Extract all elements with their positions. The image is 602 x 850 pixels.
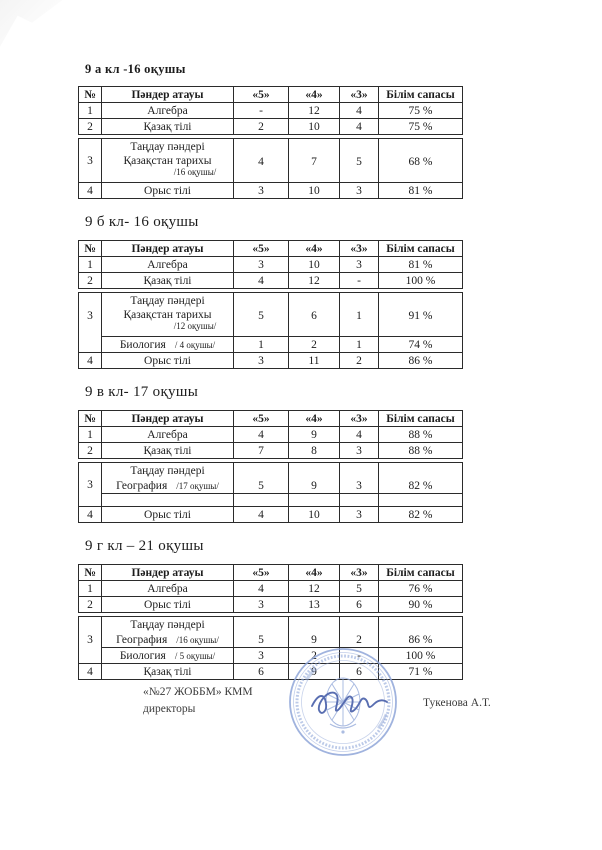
cell-empty [289,139,340,155]
table-header-row [79,411,463,427]
class-report-section [78,384,464,523]
cell-grade5: 4 [234,427,289,443]
cell-empty [340,463,379,479]
column-header: «5» [234,241,289,257]
cell-quality: 82 % [379,507,463,523]
student-count-note: /16 оқушы/ [173,167,217,177]
cell-empty [289,293,340,309]
cell-subject: Алгебра [102,427,234,443]
cell-empty [340,494,379,507]
elective-row [79,648,463,664]
cell-quality: 68 % [379,154,463,183]
column-header: «5» [234,411,289,427]
cell-number: 1 [79,581,102,597]
cell-grade5: 2 [234,119,289,135]
column-header: Пәндер атауы [102,87,234,103]
column-header: Пәндер атауы [102,411,234,427]
cell-grade3: 3 [340,443,379,459]
cell-grade5: 5 [234,632,289,648]
cell-grade3: 2 [340,632,379,648]
cell-number: 3 [79,617,102,664]
cell-grade4: 12 [289,273,340,289]
table-header-row [79,565,463,581]
cell-number: 2 [79,443,102,459]
column-header: «4» [289,565,340,581]
cell-subject [102,632,234,648]
cell-grade3: 2 [340,353,379,369]
cell-grade4: 9 [289,478,340,494]
column-header: Білім сапасы [379,565,463,581]
cell-empty [102,494,234,507]
cell-grade3: 3 [340,183,379,199]
student-count-note: / 5 оқушы/ [165,650,216,661]
cell-empty [340,617,379,633]
cell-subject: Алгебра [102,257,234,273]
cell-grade4: 7 [289,154,340,183]
cell-subject: Орыс тілі [102,507,234,523]
cell-number: 2 [79,597,102,613]
cell-number: 2 [79,119,102,135]
cell-subject: Орыс тілі [102,183,234,199]
director-name: Тукенова А.Т. [423,697,491,709]
cell-subject: Алгебра [102,103,234,119]
cell-quality: 76 % [379,581,463,597]
spacer-row [79,494,463,507]
cell-grade5: 3 [234,257,289,273]
cell-grade3: 5 [340,581,379,597]
cell-grade3: 6 [340,597,379,613]
elective-row [79,308,463,337]
subject-name: Биология [119,649,166,662]
table-row [79,581,463,597]
cell-grade3: 1 [340,308,379,337]
class-report-section [78,214,464,369]
cell-subject [102,308,234,337]
cell-quality: 81 % [379,257,463,273]
organization-role: директоры [143,703,196,715]
elective-row [79,632,463,648]
cell-grade5: 3 [234,353,289,369]
grades-table [78,138,463,199]
elective-row [79,478,463,494]
report-sections [78,62,464,695]
column-header: Білім сапасы [379,87,463,103]
elective-header-row [79,617,463,633]
cell-grade3: 6 [340,664,379,680]
cell-grade5: 4 [234,507,289,523]
cell-grade4: 9 [289,427,340,443]
cell-grade4: 12 [289,103,340,119]
elective-header-row [79,139,463,155]
cell-empty [379,463,463,479]
cell-empty [379,139,463,155]
column-header: «4» [289,411,340,427]
cell-empty [289,617,340,633]
cell-empty [234,617,289,633]
cell-grade5: 4 [234,581,289,597]
cell-grade3: 3 [340,257,379,273]
column-header: «3» [340,87,379,103]
cell-grade3: 4 [340,427,379,443]
cell-number: 2 [79,273,102,289]
student-count-note: /16 оқушы/ [167,634,219,645]
column-header: Пәндер атауы [102,565,234,581]
cell-grade3: 4 [340,119,379,135]
column-header: Пәндер атауы [102,241,234,257]
cell-grade4: 13 [289,597,340,613]
cell-quality: 86 % [379,353,463,369]
cell-grade5: 3 [234,183,289,199]
elective-label: Таңдау пәндері [102,617,234,633]
table-row [79,664,463,680]
cell-subject: Орыс тілі [102,353,234,369]
column-header: «3» [340,241,379,257]
cell-grade4: 10 [289,507,340,523]
cell-grade4: 9 [289,664,340,680]
column-header: Білім сапасы [379,411,463,427]
organization-name: «№27 ЖОББМ» КММ [143,686,253,698]
cell-quality: 90 % [379,597,463,613]
column-header: № [79,411,102,427]
table-row [79,427,463,443]
cell-quality: 75 % [379,119,463,135]
column-header: Білім сапасы [379,241,463,257]
cell-grade5: 5 [234,478,289,494]
organization-block [143,684,253,718]
cell-quality: 88 % [379,427,463,443]
cell-empty [234,494,289,507]
grades-table [78,86,463,135]
elective-row [79,154,463,183]
cell-subject: Алгебра [102,581,234,597]
cell-grade3: 3 [340,478,379,494]
cell-grade5: 6 [234,664,289,680]
cell-grade4: 10 [289,257,340,273]
cell-number: 4 [79,507,102,523]
cell-empty [289,494,340,507]
table-row [79,103,463,119]
cell-quality: 71 % [379,664,463,680]
cell-empty [289,463,340,479]
cell-grade5: - [234,103,289,119]
cell-quality: 74 % [379,337,463,353]
cell-grade4: 2 [289,337,340,353]
student-count-note: /17 оқушы/ [167,480,219,491]
column-header: «5» [234,565,289,581]
scan-corner-artifact [0,0,80,60]
subject-name: Биология [119,338,166,351]
elective-label: Таңдау пәндері [102,293,234,309]
cell-subject [102,337,234,353]
cell-grade5: 5 [234,308,289,337]
subject-name: География [116,633,168,646]
table-row [79,353,463,369]
subject-name: География [116,479,168,492]
table-row [79,273,463,289]
cell-empty [234,463,289,479]
cell-grade4: 6 [289,308,340,337]
section-title: 9 а кл -16 оқушы [85,62,186,76]
column-header: «3» [340,565,379,581]
cell-grade4: 10 [289,183,340,199]
table-row [79,597,463,613]
cell-empty [340,293,379,309]
cell-subject: Қазақ тілі [102,443,234,459]
cell-grade5: 1 [234,337,289,353]
cell-subject: Қазақ тілі [102,119,234,135]
elective-label: Таңдау пәндері [102,463,234,479]
table-row [79,257,463,273]
grades-table [78,616,463,680]
cell-grade4: 8 [289,443,340,459]
cell-number: 4 [79,183,102,199]
column-header: № [79,241,102,257]
grades-table [78,292,463,369]
cell-number: 1 [79,427,102,443]
cell-quality: 100 % [379,648,463,664]
cell-subject [102,648,234,664]
subject-name: Қазақстан тарихы [123,309,212,321]
table-header-row [79,241,463,257]
cell-quality: 82 % [379,478,463,494]
section-title: 9 б кл- 16 оқушы [85,214,199,230]
cell-number: 1 [79,257,102,273]
column-header: «5» [234,87,289,103]
elective-row [79,337,463,353]
column-header: № [79,87,102,103]
cell-subject [102,154,234,183]
cell-grade4: 10 [289,119,340,135]
cell-quality: 100 % [379,273,463,289]
section-title: 9 в кл- 17 оқушы [85,384,199,400]
cell-subject: Қазақ тілі [102,664,234,680]
cell-number: 4 [79,353,102,369]
column-header: «4» [289,87,340,103]
cell-subject: Қазақ тілі [102,273,234,289]
column-header: «4» [289,241,340,257]
cell-quality: 81 % [379,183,463,199]
signature-icon [312,693,387,713]
cell-quality: 88 % [379,443,463,459]
grades-table [78,462,463,523]
cell-subject [102,478,234,494]
table-row [79,443,463,459]
cell-subject: Орыс тілі [102,597,234,613]
table-row [79,183,463,199]
section-title: 9 г кл – 21 оқушы [85,538,204,554]
column-header: № [79,565,102,581]
cell-empty [234,293,289,309]
grades-table [78,564,463,613]
official-stamp [286,644,400,760]
cell-number: 4 [79,664,102,680]
cell-number: 3 [79,293,102,353]
cell-grade3: 4 [340,103,379,119]
elective-header-row [79,463,463,479]
cell-grade3: 3 [340,507,379,523]
cell-grade4: 9 [289,632,340,648]
round-seal-icon [286,644,400,760]
cell-empty [234,139,289,155]
cell-empty [379,494,463,507]
cell-grade5: 3 [234,648,289,664]
cell-grade3: 1 [340,337,379,353]
cell-grade4: 2 [289,648,340,664]
cell-quality: 75 % [379,103,463,119]
table-row [79,507,463,523]
cell-grade5: 4 [234,154,289,183]
table-row [79,119,463,135]
cell-grade4: 12 [289,581,340,597]
cell-quality: 91 % [379,308,463,337]
grades-table [78,410,463,459]
cell-empty [340,139,379,155]
cell-grade3: 5 [340,154,379,183]
cell-quality: 86 % [379,632,463,648]
subject-name: Қазақстан тарихы [123,155,212,167]
cell-number: 3 [79,139,102,183]
cell-empty [379,617,463,633]
class-report-section [78,538,464,680]
cell-grade5: 7 [234,443,289,459]
grades-table [78,240,463,289]
cell-number: 1 [79,103,102,119]
cell-grade4: 11 [289,353,340,369]
elective-header-row [79,293,463,309]
student-count-note: / 4 оқушы/ [165,339,216,350]
cell-grade3: - [340,273,379,289]
table-header-row [79,87,463,103]
cell-number: 3 [79,463,102,507]
cell-grade3: - [340,648,379,664]
cell-grade5: 3 [234,597,289,613]
cell-grade5: 4 [234,273,289,289]
cell-empty [379,293,463,309]
column-header: «3» [340,411,379,427]
class-report-section [78,62,464,199]
elective-label: Таңдау пәндері [102,139,234,155]
student-count-note: /12 оқушы/ [173,321,217,331]
